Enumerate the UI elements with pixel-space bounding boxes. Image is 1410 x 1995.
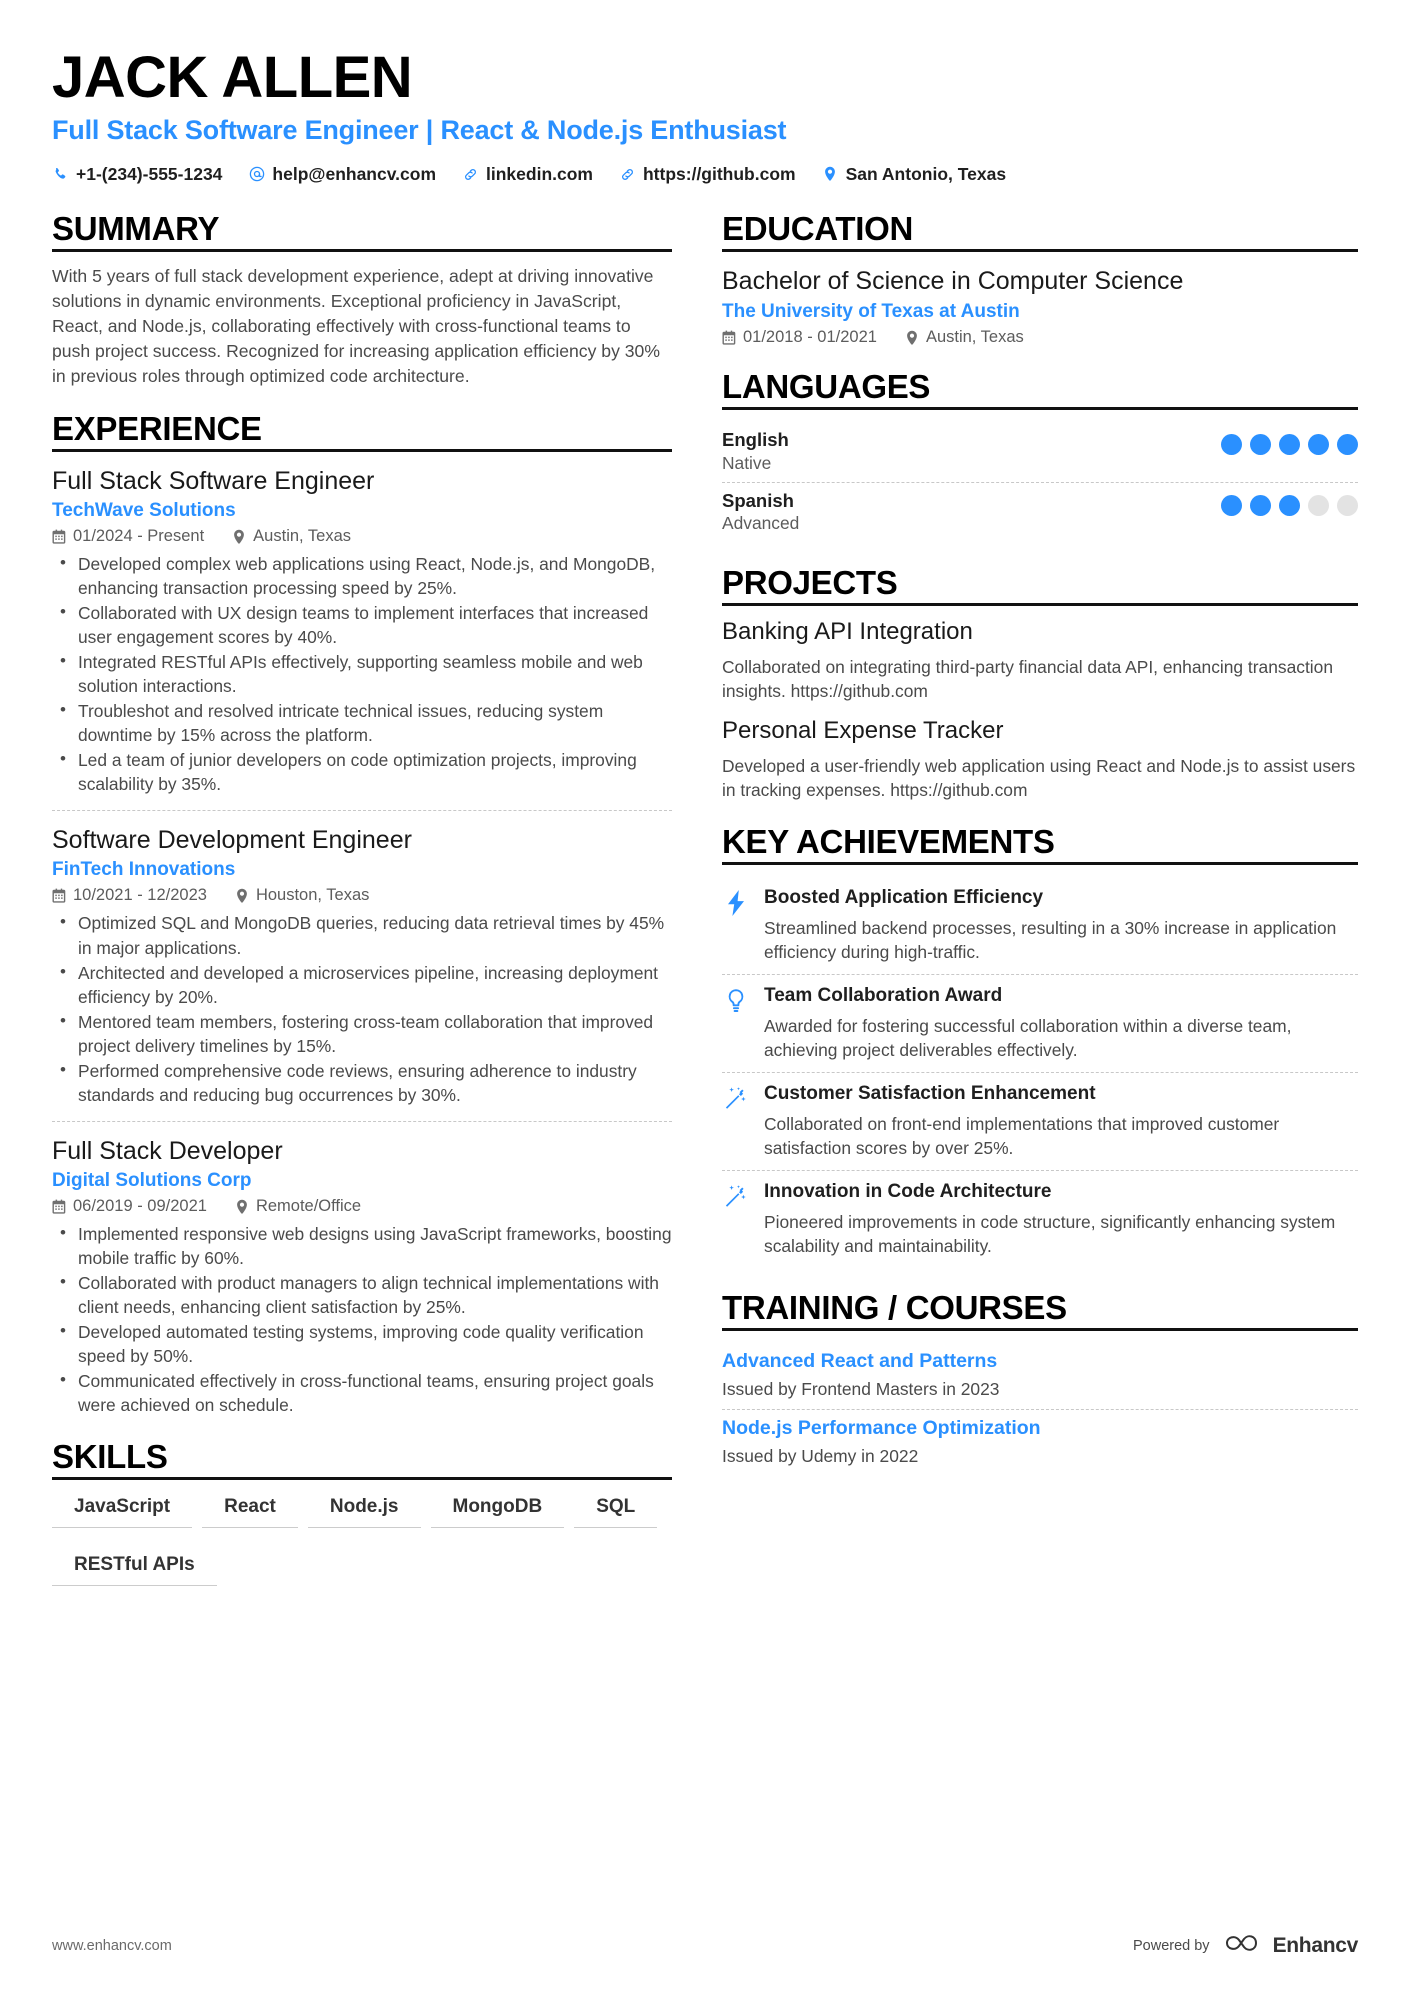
language-row (722, 422, 1358, 482)
link-icon (462, 166, 479, 183)
date-text: 01/2018 - 01/2021 (743, 328, 877, 347)
experience-entry (52, 1121, 672, 1417)
summary-text: With 5 years of full stack development experience, adept at driving innovative solutions in dynamic environments. Exceptional proficiency in JavaScript, React, and Node.js, collaborating effectively with cross-functional teams to push project success. Recognized for increasing application efficiency by 30% in previous roles through optimized code architecture. (52, 266, 660, 387)
section-divider (722, 1328, 1358, 1331)
skill-tag[interactable]: Node.js (308, 1492, 421, 1528)
achievement-entry (722, 877, 1358, 974)
bullet-item: • Implemented responsive web designs using JavaScript frameworks, boosting mobile traffic by 60%. (76, 1222, 672, 1270)
proficiency-dot (1308, 434, 1329, 455)
achievement-entry (722, 1072, 1358, 1170)
course-entry (722, 1343, 1358, 1409)
resume-header (52, 45, 1358, 185)
entry-meta (52, 1197, 672, 1216)
section-divider (722, 407, 1358, 410)
phone-icon (52, 166, 69, 183)
job-location (235, 886, 369, 905)
date-text: 01/2024 - Present (73, 527, 205, 546)
job-title: Full Stack Software Engineer (52, 467, 375, 496)
degree-name: Bachelor of Science in Computer Science (722, 267, 1184, 296)
contact-text: San Antonio, Texas (845, 163, 1007, 184)
education-list (722, 264, 1358, 347)
section-divider (52, 1477, 672, 1480)
contact-text: help@enhancv.com (272, 163, 437, 184)
date-range (52, 527, 204, 546)
education-section (722, 211, 1358, 347)
course-name[interactable]: Node.js Performance Optimization (722, 1416, 1041, 1439)
professional-headline: Full Stack Software Engineer | React & Node.js Enthusiast (52, 114, 787, 145)
enhancv-mark-icon (1223, 1932, 1265, 1959)
job-location (232, 527, 351, 546)
location-text: Houston, Texas (255, 886, 370, 905)
achievement-entry (722, 974, 1358, 1072)
location-pin-icon (905, 330, 919, 345)
location-pin-icon (232, 529, 246, 544)
skill-tag[interactable]: RESTful APIs (52, 1550, 217, 1586)
contact-item[interactable] (248, 164, 436, 185)
proficiency-dots (1221, 489, 1358, 516)
proficiency-dot (1308, 495, 1329, 516)
projects-list (722, 618, 1358, 802)
project-description: Collaborated on integrating third-party financial data API, enhancing transaction insights. https://github.com (722, 657, 1333, 702)
training-list (722, 1343, 1358, 1476)
proficiency-dot (1221, 495, 1242, 516)
achievement-description: Streamlined backend processes, resulting in a 30% increase in application efficiency during high-traffic. (764, 918, 1337, 963)
skills-heading: SKILLS (52, 1437, 168, 1475)
page-title: JACK ALLEN (52, 45, 413, 110)
summary-section (52, 211, 672, 389)
bullet-item: • Mentored team members, fostering cross-team collaboration that improved project delivery timelines by 15%. (76, 1010, 672, 1058)
project-name: Personal Expense Tracker (722, 717, 1004, 745)
achievement-entry (722, 1170, 1358, 1268)
training-section (722, 1290, 1358, 1476)
magic-wand-icon (722, 1083, 750, 1160)
proficiency-dot (1250, 434, 1271, 455)
project-description: Developed a user-friendly web application using React and Node.js to assist users in tracking expenses. https://github.com (722, 755, 1356, 800)
powered-by-label: Powered by (1132, 1937, 1210, 1954)
date-text: 06/2019 - 09/2021 (73, 1196, 207, 1215)
company-name[interactable]: Digital Solutions Corp (52, 1169, 252, 1191)
proficiency-dot (1337, 495, 1358, 516)
projects-section (722, 565, 1358, 802)
contact-item[interactable] (822, 164, 1006, 185)
experience-list (52, 464, 672, 1416)
location-text: Austin, Texas (253, 527, 352, 546)
bullet-item: • Architected and developed a microservices pipeline, increasing deployment efficiency by 20%. (76, 961, 672, 1009)
achievement-body (764, 1083, 1358, 1160)
school-name[interactable]: The University of Texas at Austin (722, 301, 1020, 323)
bullet-item: • Performed comprehensive code reviews, ensuring adherence to industry standards and reducing bug occurrences by 30%. (76, 1059, 672, 1107)
language-level: Native (722, 452, 772, 473)
projects-heading: PROJECTS (722, 563, 898, 601)
company-name[interactable]: TechWave Solutions (52, 500, 236, 522)
entry-meta (722, 328, 1358, 347)
magic-wand-icon (722, 1181, 750, 1258)
job-title: Full Stack Developer (52, 1136, 283, 1165)
bullet-item: • Led a team of junior developers on code optimization projects, improving scalability by 35%. (76, 748, 672, 796)
contact-text: +1-(234)-555-1234 (76, 163, 223, 184)
education-heading: EDUCATION (722, 209, 914, 247)
bullet-list (52, 552, 672, 796)
languages-section (722, 369, 1358, 543)
page-footer (52, 1932, 1358, 1959)
bullet-item: • Optimized SQL and MongoDB queries, reducing data retrieval times by 45% in major applications. (76, 911, 672, 959)
link-icon (619, 166, 636, 183)
course-entry (722, 1409, 1358, 1476)
lightbulb-icon (722, 985, 750, 1062)
section-divider (722, 862, 1358, 865)
training-heading: TRAINING / COURSES (722, 1288, 1067, 1326)
location-text: Remote/Office (255, 1196, 362, 1215)
course-issuer: Issued by Frontend Masters in 2023 (722, 1379, 1000, 1400)
language-info (722, 428, 789, 474)
proficiency-dot (1221, 434, 1242, 455)
proficiency-dots (1221, 428, 1358, 455)
bullet-item: • Collaborated with product managers to align technical implementations with client needs, enhancing client satisfaction by 25%. (76, 1271, 672, 1319)
bullet-item: • Integrated RESTful APIs effectively, supporting seamless mobile and web solution interactions. (76, 650, 672, 698)
contact-text: linkedin.com (486, 163, 593, 184)
achievement-body (764, 985, 1358, 1062)
proficiency-dot (1337, 434, 1358, 455)
date-text: 10/2021 - 12/2023 (73, 886, 207, 905)
achievement-description: Awarded for fostering successful collaboration within a diverse team, achieving project deliverables effectively. (764, 1015, 1292, 1060)
skills-list (52, 1492, 672, 1608)
contact-row (52, 164, 1358, 185)
left-column (52, 211, 672, 1612)
achievement-title: Boosted Application Efficiency (764, 887, 1044, 909)
calendar-icon (722, 330, 736, 345)
skill-tag[interactable]: React (202, 1492, 298, 1528)
language-name: Spanish (722, 490, 794, 512)
location-pin-icon (235, 888, 249, 903)
summary-heading: SUMMARY (52, 209, 220, 247)
language-name: English (722, 429, 789, 451)
enhancv-logo (1223, 1932, 1358, 1959)
contact-text: https://github.com (642, 163, 796, 184)
right-column (722, 211, 1358, 1612)
location-pin-icon (235, 1199, 249, 1214)
date-range (52, 886, 207, 905)
achievement-body (764, 1181, 1358, 1258)
bullet-item: • Collaborated with UX design teams to implement interfaces that increased user engagement scores by 40%. (76, 601, 672, 649)
project-name: Banking API Integration (722, 618, 973, 646)
calendar-icon (52, 1199, 66, 1214)
achievement-body (764, 887, 1358, 964)
bullet-item: • Communicated effectively in cross-functional teams, ensuring project goals were achieved on schedule. (76, 1369, 672, 1417)
achievements-list (722, 877, 1358, 1267)
bullet-item: • Developed complex web applications using React, Node.js, and MongoDB, enhancing transaction processing speed by 25%. (76, 552, 672, 600)
language-level: Advanced (722, 513, 800, 534)
language-row (722, 482, 1358, 543)
experience-heading: EXPERIENCE (52, 410, 262, 448)
experience-section (52, 411, 672, 1417)
date-range (722, 328, 877, 347)
bullet-item: • Troubleshot and resolved intricate technical issues, reducing system downtime by 15% across the platform. (76, 699, 672, 747)
project-entry (722, 717, 1358, 802)
lightning-bolt-icon (722, 887, 750, 964)
calendar-icon (52, 888, 66, 903)
achievement-title: Customer Satisfaction Enhancement (764, 1082, 1096, 1104)
calendar-icon (52, 529, 66, 544)
skills-section (52, 1439, 672, 1608)
course-name[interactable]: Advanced React and Patterns (722, 1349, 998, 1372)
contact-item[interactable] (619, 164, 796, 185)
languages-list (722, 422, 1358, 543)
course-issuer: Issued by Udemy in 2022 (722, 1446, 919, 1467)
bullet-list (52, 911, 672, 1106)
location-pin-icon (822, 166, 839, 183)
section-divider (722, 603, 1358, 606)
achievement-description: Collaborated on front-end implementations that improved customer satisfaction scores by over 25%. (764, 1113, 1280, 1158)
entry-meta (52, 527, 672, 546)
languages-heading: LANGUAGES (722, 368, 931, 406)
education-entry (722, 264, 1358, 347)
achievements-heading: KEY ACHIEVEMENTS (722, 822, 1055, 860)
section-divider (722, 249, 1358, 252)
entry-meta (52, 886, 672, 905)
job-title: Software Development Engineer (52, 826, 412, 855)
column-gap (672, 211, 722, 1612)
experience-entry (52, 464, 672, 796)
contact-item[interactable] (52, 164, 222, 185)
skill-tag[interactable]: SQL (574, 1492, 657, 1528)
job-location (235, 1197, 361, 1216)
proficiency-dot (1279, 434, 1300, 455)
achievement-description: Pioneered improvements in code structure, significantly enhancing system scalability and maintainability. (764, 1211, 1336, 1256)
project-entry (722, 618, 1358, 703)
proficiency-dot (1279, 495, 1300, 516)
school-location (905, 328, 1024, 347)
section-divider (52, 249, 672, 252)
proficiency-dot (1250, 495, 1271, 516)
email-icon (248, 166, 265, 183)
section-divider (52, 449, 672, 452)
bullet-item: • Developed automated testing systems, improving code quality verification speed by 50%. (76, 1320, 672, 1368)
footer-url[interactable]: www.enhancv.com (52, 1937, 172, 1954)
achievement-title: Team Collaboration Award (764, 985, 1003, 1007)
contact-item[interactable] (462, 164, 593, 185)
language-info (722, 489, 799, 535)
date-range (52, 1197, 207, 1216)
achievement-title: Innovation in Code Architecture (764, 1180, 1052, 1202)
footer-brand-group (1133, 1932, 1358, 1959)
location-text: Austin, Texas (925, 328, 1024, 347)
company-name[interactable]: FinTech Innovations (52, 859, 236, 881)
skill-tag[interactable]: MongoDB (431, 1492, 565, 1528)
experience-entry (52, 810, 672, 1106)
bullet-list (52, 1222, 672, 1417)
achievements-section (722, 824, 1358, 1268)
skill-tag[interactable]: JavaScript (52, 1492, 192, 1528)
enhancv-wordmark: Enhancv (1272, 1933, 1358, 1957)
